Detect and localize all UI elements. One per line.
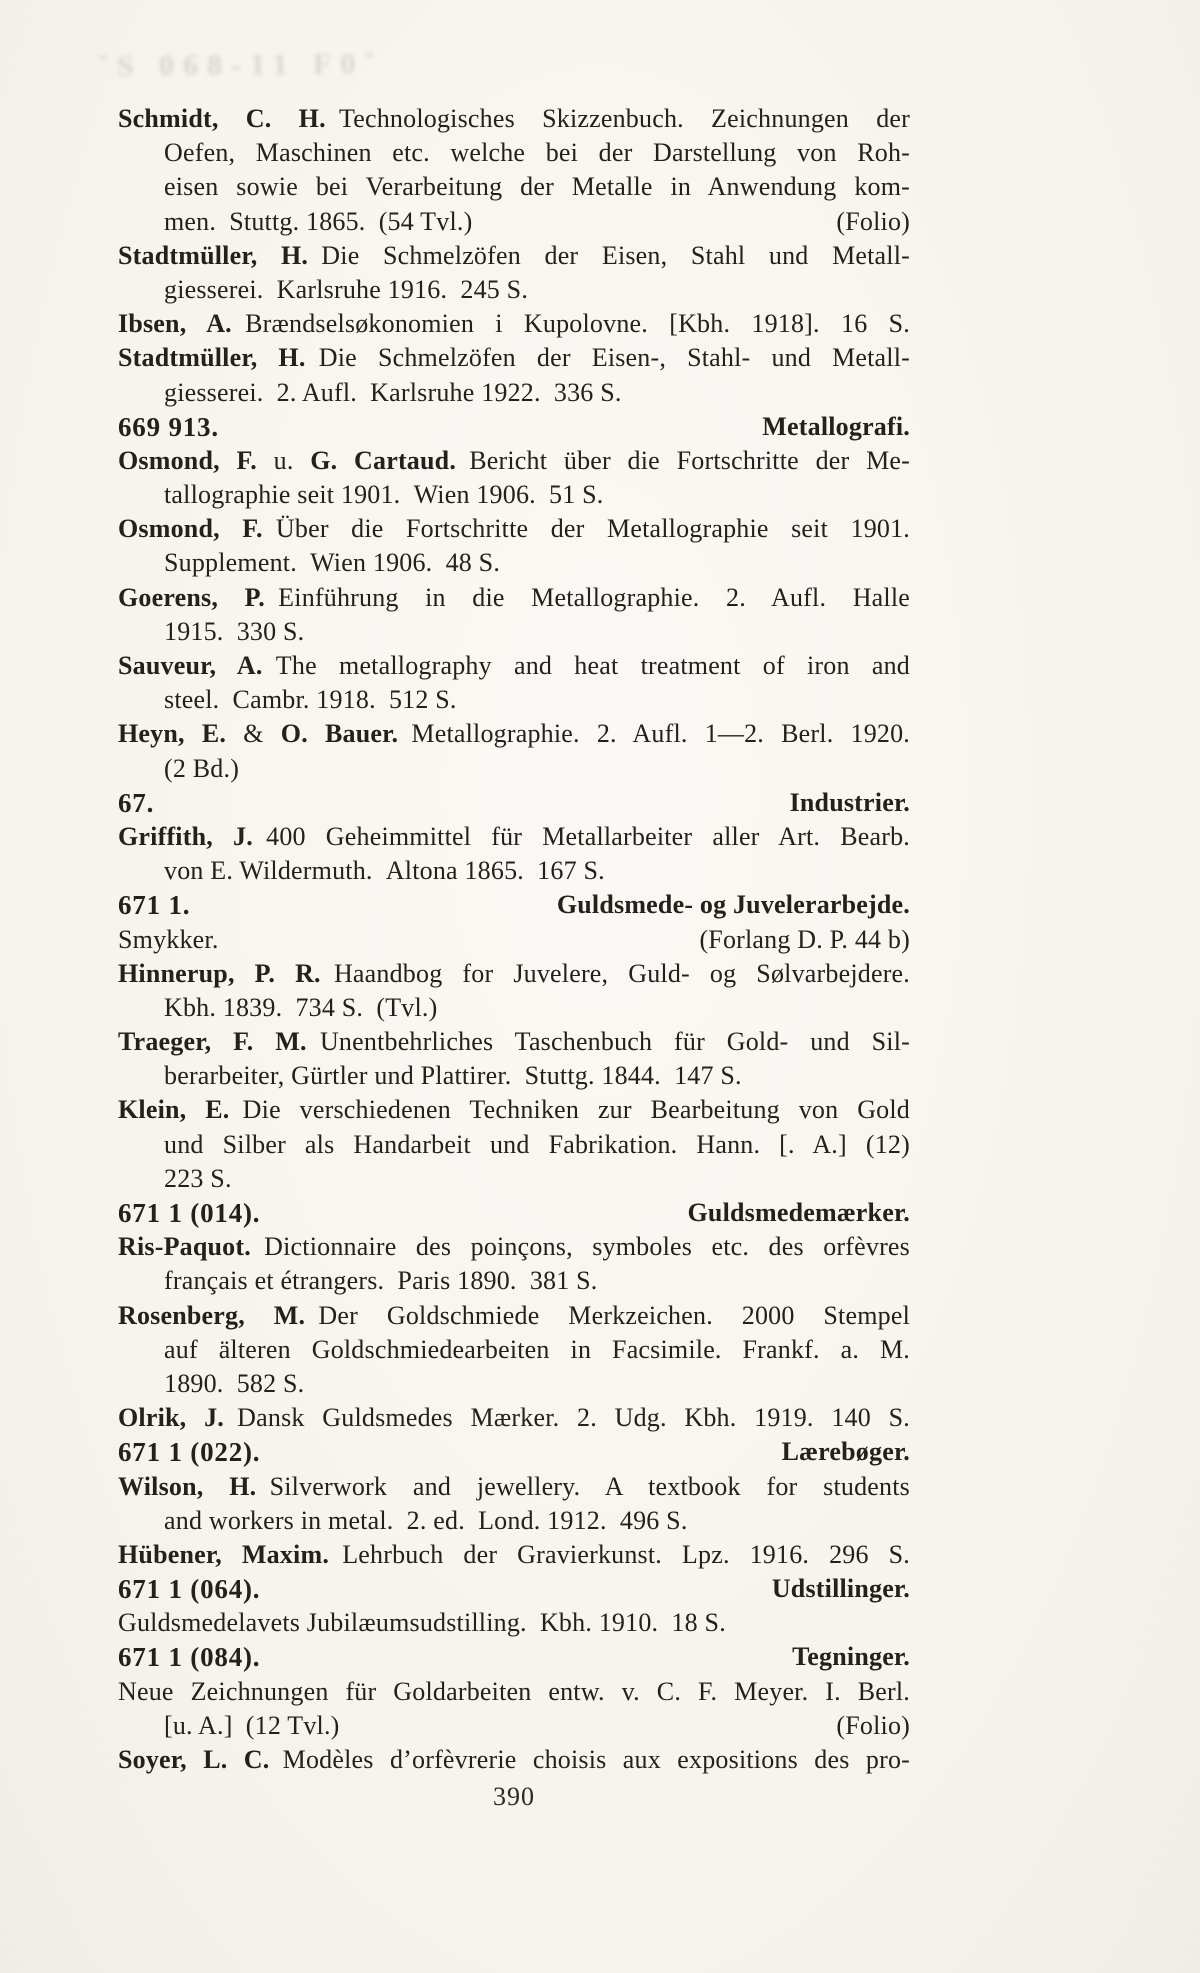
entry-line bbox=[118, 752, 910, 786]
entry-line bbox=[118, 1401, 910, 1435]
line-text bbox=[118, 1745, 910, 1774]
line-text bbox=[118, 104, 910, 133]
line-text bbox=[118, 1640, 260, 1674]
line-segment: tallographie seit 1901. Wien 1906. 51 S. bbox=[164, 480, 604, 510]
line-text bbox=[118, 1572, 260, 1606]
line-text bbox=[118, 514, 910, 543]
author-name: Traeger, F. M. bbox=[118, 1027, 307, 1057]
line-right-text: (Forlang D. P. 44 b) bbox=[699, 924, 910, 954]
line-text bbox=[164, 275, 528, 304]
line-text bbox=[164, 617, 304, 646]
line-text bbox=[164, 1164, 232, 1193]
section-heading: Industrier. bbox=[789, 787, 910, 817]
line-segment: Neue Zeichnungen für Goldarbeiten entw. v. C. F. Meyer. I. Berl. bbox=[118, 1676, 910, 1706]
entry-line bbox=[118, 170, 910, 204]
author-name: Goerens, P. bbox=[118, 582, 265, 612]
section-heading: Guldsmede- og Juvelerarbejde. bbox=[556, 890, 910, 920]
line-segment: u. bbox=[256, 445, 311, 475]
line-segment: 223 S. bbox=[164, 1163, 232, 1193]
entry-line bbox=[118, 1093, 910, 1127]
entry-line bbox=[118, 957, 910, 991]
author-name: Soyer, L. C. bbox=[118, 1745, 270, 1774]
line-segment: Modèles d’orfèvrerie choisis aux expositions des pro- bbox=[269, 1745, 910, 1774]
entry-line bbox=[118, 615, 910, 649]
author-name: Heyn, E. bbox=[118, 719, 227, 749]
line-text bbox=[118, 583, 910, 612]
line-text bbox=[118, 410, 219, 444]
classification-heading-line bbox=[118, 1435, 910, 1469]
class-number: 67. bbox=[118, 787, 155, 818]
line-text bbox=[118, 343, 910, 372]
line-segment: Die Schmelzöfen der Eisen, Stahl und Metall- bbox=[308, 240, 911, 270]
line-text bbox=[118, 923, 219, 957]
classification-heading-line bbox=[118, 1196, 910, 1230]
section-heading: Guldsmedemærker. bbox=[687, 1198, 910, 1227]
line-text bbox=[118, 1677, 910, 1706]
page-number: 390 bbox=[493, 1782, 535, 1811]
classification-heading-line bbox=[118, 786, 910, 820]
author-name: Stadtmüller, H. bbox=[118, 343, 306, 373]
line-text bbox=[164, 1709, 340, 1743]
line-segment: giesserei. Karlsruhe 1916. 245 S. bbox=[164, 274, 529, 304]
line-text bbox=[164, 856, 605, 885]
line-text bbox=[118, 1540, 910, 1569]
section-heading: Tegninger. bbox=[792, 1642, 910, 1672]
line-segment: 400 Geheimmittel für Metallarbeiter aller Art. Bearb. bbox=[252, 821, 910, 851]
author-name: Stadtmüller, H. bbox=[118, 240, 309, 270]
line-segment: 1890. 582 S. bbox=[164, 1368, 305, 1398]
line-segment: Die Schmelzöfen der Eisen-, Stahl- und Metall- bbox=[305, 343, 911, 373]
line-text bbox=[118, 1608, 726, 1637]
entry-line bbox=[118, 1128, 910, 1162]
entry-line bbox=[118, 273, 910, 307]
entry-line bbox=[118, 1538, 910, 1572]
line-segment: Unentbehrliches Taschenbuch für Gold- und Sil- bbox=[306, 1027, 910, 1057]
line-text bbox=[118, 719, 910, 748]
line-text bbox=[164, 1061, 742, 1090]
entry-line bbox=[118, 205, 910, 239]
author-name: Osmond, F. bbox=[118, 445, 257, 475]
classification-heading-line bbox=[118, 1572, 910, 1606]
line-segment: steel. Cambr. 1918. 512 S. bbox=[164, 685, 457, 715]
line-text bbox=[118, 786, 154, 820]
line-segment: Haandbog for Juvelere, Guld- og Sølvarbejdere. bbox=[320, 958, 910, 988]
line-right-text: (Folio) bbox=[836, 1710, 910, 1740]
line-text bbox=[164, 1266, 597, 1295]
line-segment: Kbh. 1839. 734 S. (Tvl.) bbox=[164, 992, 438, 1022]
line-segment: (2 Bd.) bbox=[164, 753, 240, 783]
entry-line bbox=[118, 1333, 910, 1367]
class-number: 669 913. bbox=[118, 411, 219, 442]
line-segment: Der Goldschmiede Merkzeichen. 2000 Stempel bbox=[305, 1300, 911, 1330]
line-text bbox=[118, 1403, 910, 1432]
line-text bbox=[164, 685, 457, 714]
entry-line bbox=[118, 1743, 910, 1777]
line-segment: eisen sowie bei Verarbeitung der Metalle in Anwendung kom- bbox=[164, 172, 910, 202]
line-segment: The metallography and heat treatment of iron and bbox=[262, 651, 910, 680]
line-segment: français et étrangers. Paris 1890. 381 S. bbox=[164, 1266, 598, 1296]
section-heading: Udstillinger. bbox=[771, 1574, 910, 1604]
line-text bbox=[118, 1435, 260, 1469]
entry-line bbox=[118, 102, 910, 136]
entry-line bbox=[118, 717, 910, 751]
author-name: Olrik, J. bbox=[118, 1403, 224, 1433]
author-name: Hinnerup, P. R. bbox=[118, 958, 321, 988]
entry-line bbox=[118, 820, 910, 854]
line-segment: Technologisches Skizzenbuch. Zeichnungen der bbox=[325, 104, 910, 133]
entry-line bbox=[118, 478, 910, 512]
entry-line bbox=[118, 1504, 910, 1538]
line-text bbox=[164, 172, 910, 201]
entry-line bbox=[118, 1025, 910, 1059]
line-text bbox=[164, 378, 622, 407]
author-name: Ris-Paquot. bbox=[118, 1232, 251, 1262]
entry-line bbox=[118, 991, 910, 1025]
line-segment: Guldsmedelavets Jubilæumsudstilling. Kbh. 1910. 18 S. bbox=[118, 1608, 726, 1638]
line-text bbox=[118, 309, 910, 338]
entry-line bbox=[118, 239, 910, 273]
author-name: Osmond, F. bbox=[118, 514, 263, 544]
line-text bbox=[118, 1027, 910, 1056]
class-number: 671 1. bbox=[118, 890, 191, 921]
scan-artifact-ghost-ink: ˇS 068-11 F0ˇ bbox=[97, 46, 384, 83]
line-text bbox=[164, 1506, 688, 1535]
line-segment: 1915. 330 S. bbox=[164, 616, 305, 646]
line-segment: and workers in metal. 2. ed. Lond. 1912. 496 S. bbox=[164, 1505, 688, 1535]
line-segment: [u. A.] (12 Tvl.) bbox=[164, 1710, 340, 1740]
entry-line bbox=[118, 683, 910, 717]
class-number: 671 1 (084). bbox=[118, 1642, 261, 1673]
entry-line bbox=[118, 1675, 910, 1709]
line-text bbox=[118, 651, 910, 680]
entry-line bbox=[118, 136, 910, 170]
line-segment: giesserei. 2. Aufl. Karlsruhe 1922. 336 S. bbox=[164, 377, 622, 407]
line-text bbox=[164, 993, 437, 1022]
entry-line bbox=[118, 1606, 910, 1640]
entry-line bbox=[118, 1264, 910, 1298]
entry-line bbox=[118, 923, 910, 957]
entry-line bbox=[118, 341, 910, 375]
classification-heading-line bbox=[118, 1640, 910, 1674]
line-segment: men. Stuttg. 1865. (54 Tvl.) bbox=[164, 206, 473, 236]
class-number: 671 1 (022). bbox=[118, 1437, 261, 1468]
line-segment: Metallographie. 2. Aufl. 1—2. Berl. 1920. bbox=[398, 719, 911, 749]
line-segment: Silverwork and jewellery. A textbook for students bbox=[256, 1471, 910, 1501]
line-text bbox=[118, 888, 190, 922]
line-text bbox=[164, 480, 604, 509]
line-text bbox=[164, 754, 239, 783]
line-segment: Einführung in die Metallographie. 2. Aufl. Halle bbox=[264, 582, 910, 612]
line-segment: Brændselsøkonomien i Kupolovne. [Kbh. 1918]. 16 S. bbox=[231, 309, 910, 339]
line-text bbox=[164, 138, 910, 167]
author-name: Klein, E. bbox=[118, 1095, 230, 1125]
line-text bbox=[118, 1196, 260, 1230]
classification-heading-line bbox=[118, 410, 910, 444]
author-name: Ibsen, A. bbox=[118, 309, 232, 339]
entry-line bbox=[118, 1299, 910, 1333]
author-name: O. Bauer. bbox=[280, 719, 399, 749]
entry-line bbox=[118, 376, 910, 410]
line-segment: auf älteren Goldschmiedearbeiten in Facsimile. Frankf. a. M. bbox=[164, 1334, 910, 1364]
entry-line bbox=[118, 512, 910, 546]
line-segment: & bbox=[226, 719, 281, 749]
author-name: Griffith, J. bbox=[118, 821, 253, 851]
entry-line bbox=[118, 546, 910, 580]
entry-line bbox=[118, 649, 910, 683]
entry-line bbox=[118, 444, 910, 478]
line-text bbox=[118, 1301, 910, 1330]
line-text bbox=[118, 1232, 910, 1261]
line-segment: Über die Fortschritte der Metallographie seit 1901. bbox=[262, 514, 910, 544]
entry-line bbox=[118, 1470, 910, 1504]
author-name: Sauveur, A. bbox=[118, 651, 263, 680]
line-text bbox=[164, 1335, 910, 1364]
line-text bbox=[164, 205, 472, 239]
line-segment: Supplement. Wien 1906. 48 S. bbox=[164, 548, 501, 578]
line-segment: und Silber als Handarbeit und Fabrikation. Hann. [. A.] (12) bbox=[164, 1129, 910, 1159]
line-segment: von E. Wildermuth. Altona 1865. 167 S. bbox=[164, 856, 605, 886]
author-name: Wilson, H. bbox=[118, 1471, 257, 1501]
entry-line bbox=[118, 1230, 910, 1264]
entry-line bbox=[118, 1059, 910, 1093]
entry-line bbox=[118, 307, 910, 341]
line-text bbox=[164, 1369, 304, 1398]
entry-line bbox=[118, 1367, 910, 1401]
line-segment: Lehrbuch der Gravierkunst. Lpz. 1916. 296 S. bbox=[329, 1539, 910, 1569]
entry-line bbox=[118, 1162, 910, 1196]
line-text bbox=[164, 548, 500, 577]
line-segment: Dictionnaire des poinçons, symboles etc. des orfèvres bbox=[250, 1232, 910, 1262]
line-segment: Bericht über die Fortschritte der Me- bbox=[456, 445, 910, 475]
classification-heading-line bbox=[118, 888, 910, 922]
entry-line bbox=[118, 854, 910, 888]
author-name: Schmidt, C. H. bbox=[118, 104, 326, 133]
line-text bbox=[118, 1472, 910, 1501]
section-heading: Lærebøger. bbox=[781, 1437, 910, 1467]
line-segment: berarbeiter, Gürtler und Plattirer. Stuttg. 1844. 147 S. bbox=[164, 1061, 742, 1091]
line-text bbox=[118, 822, 910, 851]
line-text bbox=[118, 241, 910, 270]
class-number: 671 1 (014). bbox=[118, 1198, 261, 1228]
entry-line bbox=[118, 1709, 910, 1743]
author-name: G. Cartaud. bbox=[310, 445, 457, 475]
line-text bbox=[118, 959, 910, 988]
class-number: 671 1 (064). bbox=[118, 1574, 261, 1605]
line-right-text: (Folio) bbox=[836, 206, 910, 236]
entry-line bbox=[118, 581, 910, 615]
line-text bbox=[118, 446, 910, 475]
line-segment: Die verschiedenen Techniken zur Bearbeitung von Gold bbox=[229, 1095, 910, 1125]
author-name: Hübener, Maxim. bbox=[118, 1539, 330, 1569]
line-segment: Dansk Guldsmedes Mærker. 2. Udg. Kbh. 1919. 140 S. bbox=[223, 1403, 910, 1433]
line-text bbox=[164, 1130, 910, 1159]
line-text bbox=[118, 1095, 910, 1124]
author-name: Rosenberg, M. bbox=[118, 1300, 306, 1330]
line-segment: Smykker. bbox=[118, 924, 219, 954]
section-heading: Metallografi. bbox=[762, 411, 910, 441]
line-segment: Oefen, Maschinen etc. welche bei der Darstellung von Roh- bbox=[164, 138, 910, 168]
bibliography-text bbox=[118, 102, 910, 1777]
